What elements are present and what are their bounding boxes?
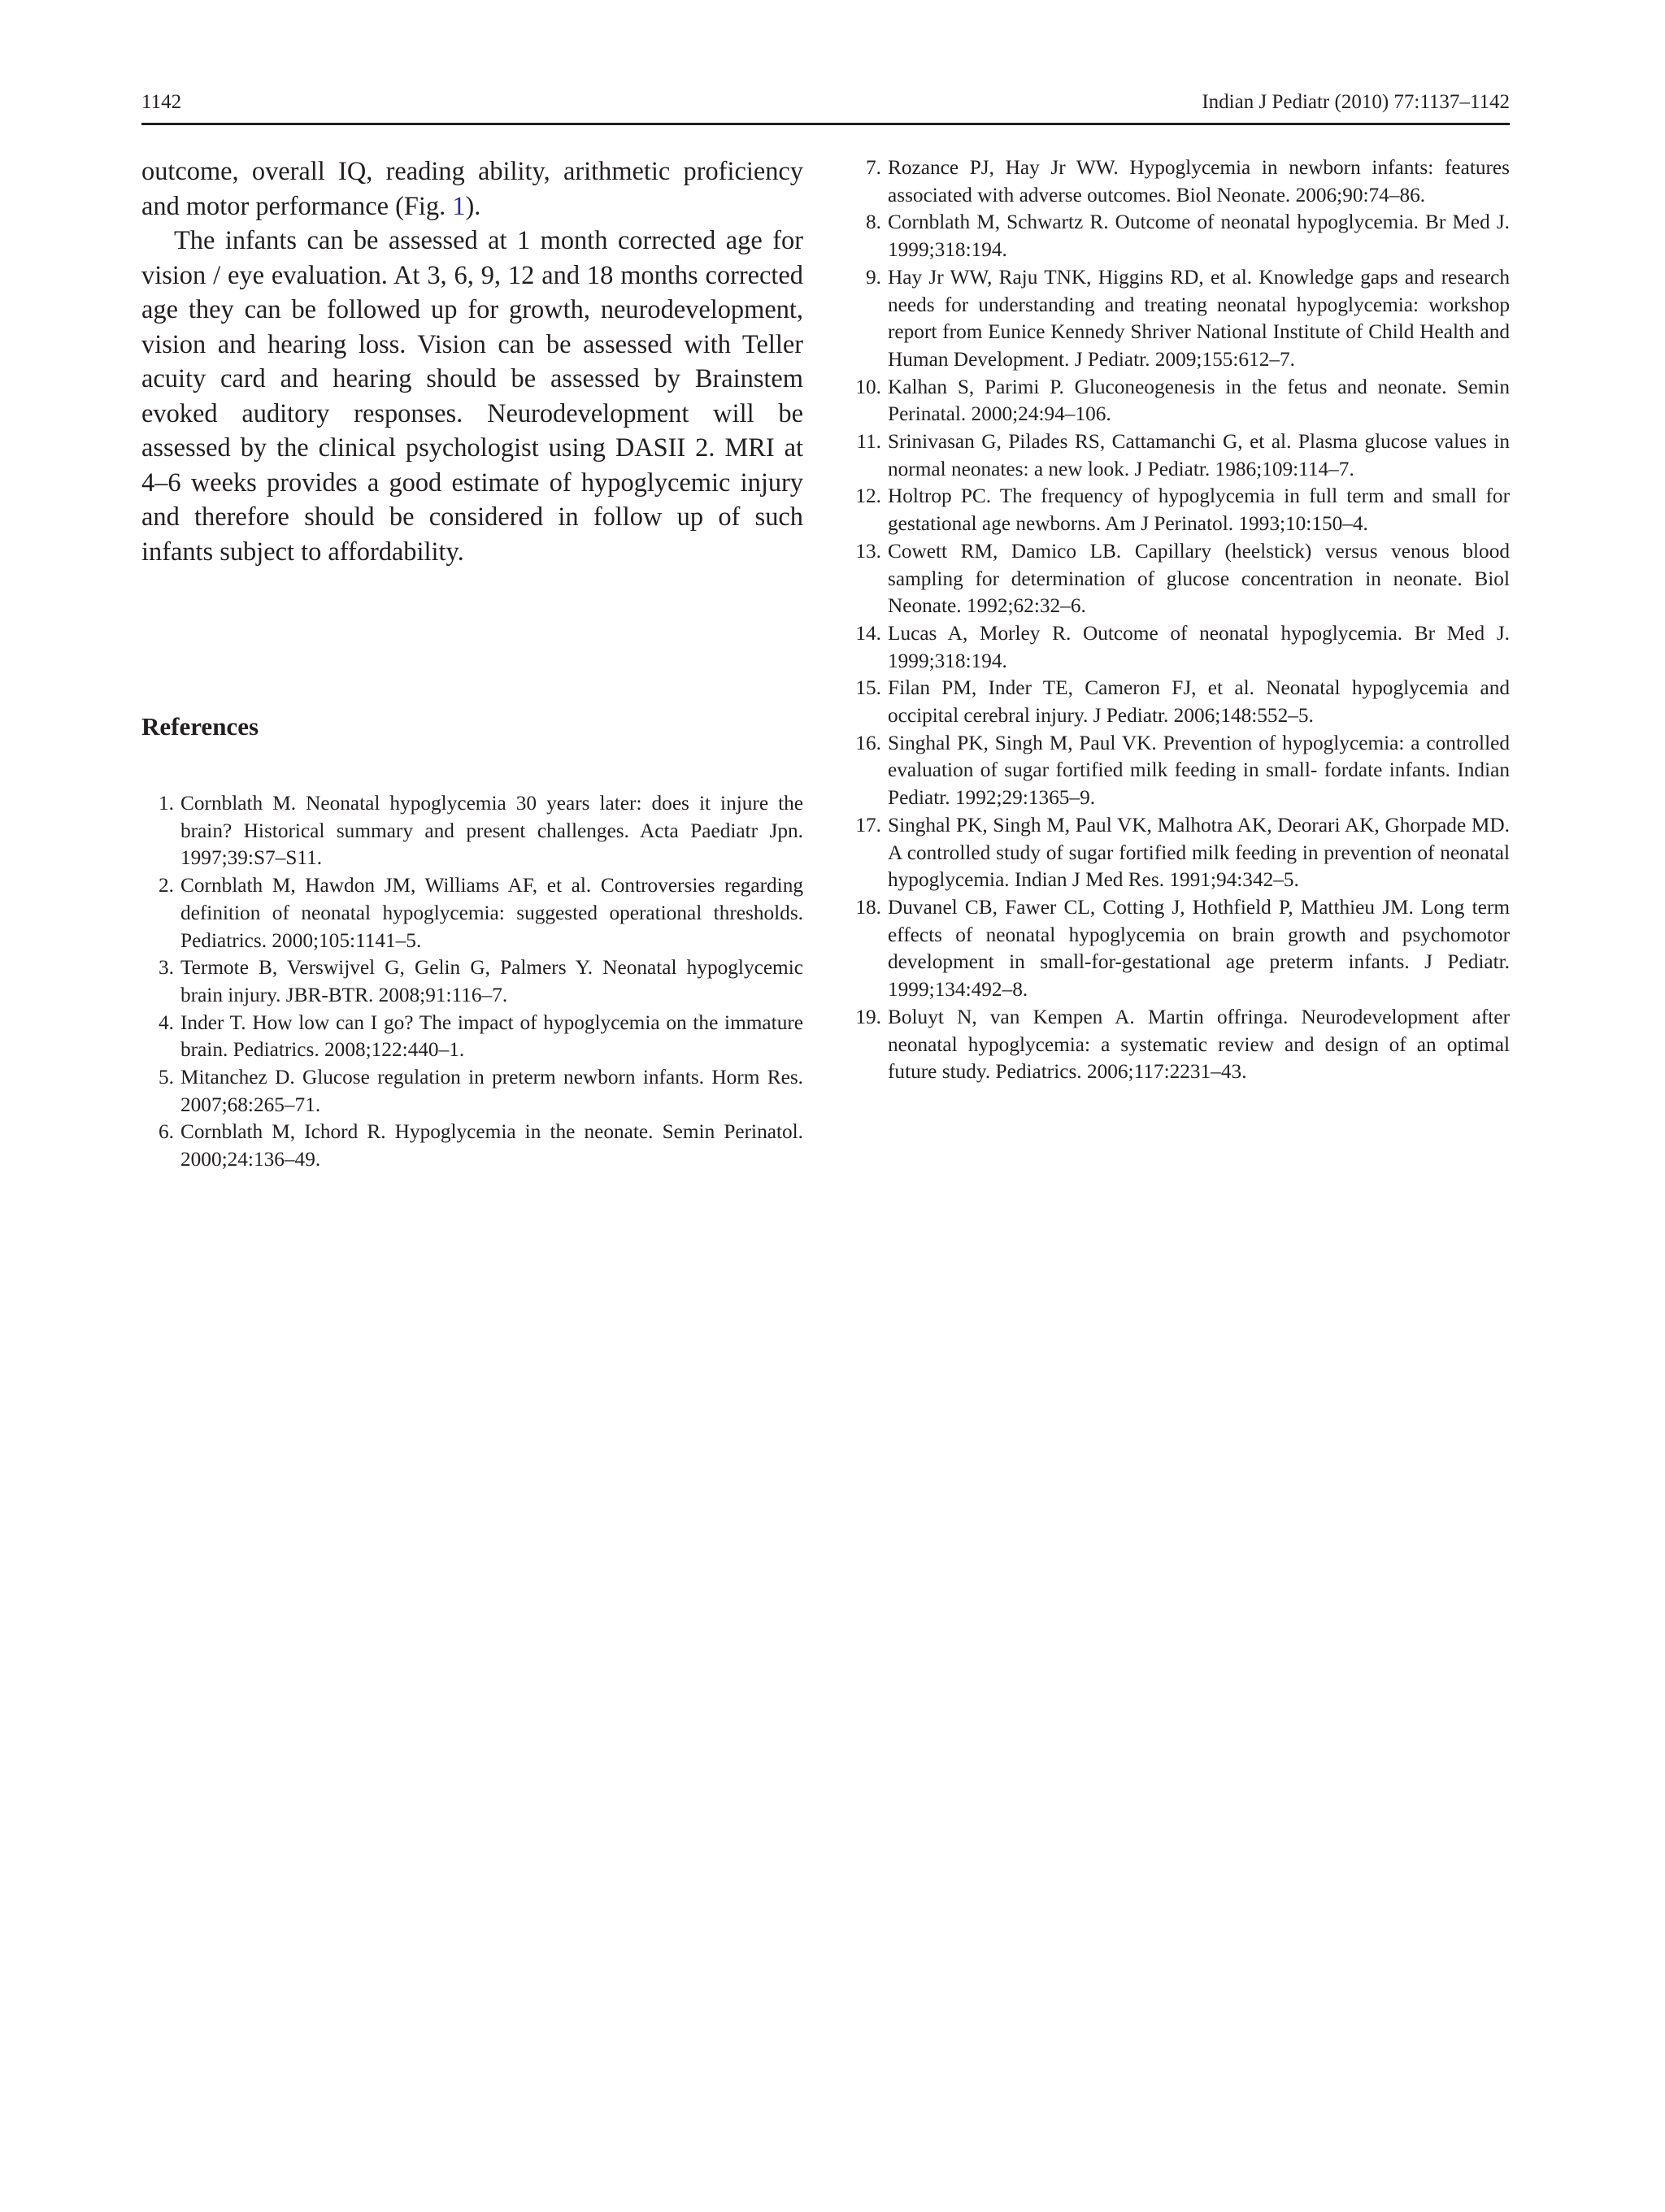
reference-item (849, 374, 1510, 428)
reference-text: Cornblath M, Hawdon JM, Williams AF, et al. Controversies regarding definition of neonatal hypoglycemia: suggested operational thresholds. Pediatrics. 2000;105:1141–5. (180, 874, 803, 952)
reference-list-left-column (141, 790, 803, 1174)
reference-item (849, 894, 1510, 1004)
reference-item (849, 538, 1510, 620)
reference-text: Duvanel CB, Fawer CL, Cotting J, Hothfield P, Matthieu JM. Long term effects of neonatal hypoglycemia on brain growth and psychomotor development in small-for-gestational age preterm infants. J Pediatr. 1999;134:492–8. (888, 895, 1510, 1002)
reference-text: Hay Jr WW, Raju TNK, Higgins RD, et al. Knowledge gaps and research needs for understanding and treating neonatal hypoglycemia: workshop report from Eunice Kennedy Shriver National Institute of Child Health and Human Development. J Pediatr. 2009;155:612–7. (888, 265, 1510, 371)
reference-number: 19. (855, 1005, 881, 1028)
body-text (141, 154, 803, 569)
reference-number: 7. (866, 156, 881, 179)
reference-text: Inder T. How low can I go? The impact of hypoglycemia on the immature brain. Pediatrics. 2008;122:440–1. (180, 1010, 803, 1062)
reference-item (849, 812, 1510, 894)
reference-number: 9. (866, 265, 881, 289)
reference-item (849, 483, 1510, 537)
reference-item (849, 675, 1510, 729)
running-head: Indian J Pediatr (2010) 77:1137–1142 (1202, 91, 1510, 113)
reference-item (849, 154, 1510, 209)
page-header (141, 88, 1510, 124)
reference-text: Holtrop PC. The frequency of hypoglycemia in full term and small for gestational age newborns. Am J Perinatol. 1993;10:150–4. (888, 485, 1510, 536)
reference-number: 4. (159, 1010, 174, 1034)
reference-number: 10. (855, 375, 881, 398)
reference-text: Cowett RM, Damico LB. Capillary (heelstick) versus venous blood sampling for determination of glucose concentration in neonate. Biol Neonate. 1992;62:32–6. (888, 539, 1510, 618)
reference-text: Lucas A, Morley R. Outcome of neonatal hypoglycemia. Br Med J. 1999;318:194. (888, 621, 1510, 672)
reference-item (141, 1064, 803, 1119)
reference-item (849, 209, 1510, 263)
reference-item (849, 730, 1510, 812)
reference-text: Filan PM, Inder TE, Cameron FJ, et al. Neonatal hypoglycemia and occipital cerebral injury. J Pediatr. 2006;148:552–5. (888, 676, 1510, 728)
reference-text: Cornblath M, Ichord R. Hypoglycemia in the neonate. Semin Perinatol. 2000;24:136–49. (180, 1120, 803, 1171)
reference-number: 2. (159, 874, 174, 897)
reference-item (849, 620, 1510, 675)
reference-item (849, 264, 1510, 374)
reference-number: 14. (855, 621, 881, 645)
reference-number: 3. (159, 956, 174, 980)
reference-list-right-column (849, 154, 1510, 1086)
reference-text: Kalhan S, Parimi P. Gluconeogenesis in the fetus and neonate. Semin Perinatal. 2000;24:94–106. (888, 375, 1510, 426)
reference-number: 6. (159, 1120, 174, 1144)
reference-item (141, 1119, 803, 1173)
reference-text: Cornblath M. Neonatal hypoglycemia 30 years later: does it injure the brain? Historical summary and present challenges. Acta Paediatr Jpn. 1997;39:S7–S11. (180, 792, 803, 870)
reference-text: Singhal PK, Singh M, Paul VK. Prevention of hypoglycemia: a controlled evaluation of sugar fortified milk feeding in small- fordate infants. Indian Pediatr. 1992;29:1365–9. (888, 731, 1510, 810)
reference-number: 12. (855, 485, 881, 508)
reference-text: Singhal PK, Singh M, Paul VK, Malhotra AK, Deorari AK, Ghorpade MD. A controlled study of sugar fortified milk feeding in prevention of neonatal hypoglycemia. Indian J Med Res. 1991;94:342–5. (888, 813, 1510, 892)
reference-number: 1. (159, 792, 174, 815)
reference-item (141, 954, 803, 1009)
reference-text: Srinivasan G, Pilades RS, Cattamanchi G, et al. Plasma glucose values in normal neonates: a new look. J Pediatr. 1986;109:114–7. (888, 430, 1510, 480)
header-rule (141, 123, 1510, 125)
references-heading: References (141, 712, 259, 741)
reference-number: 16. (855, 731, 881, 754)
reference-text: Cornblath M, Schwartz R. Outcome of neonatal hypoglycemia. Br Med J. 1999;318:194. (888, 211, 1510, 262)
reference-item (849, 1004, 1510, 1086)
reference-number: 18. (855, 895, 881, 919)
body-paragraph-1 (141, 154, 803, 224)
paragraph-1-text-end: ). (465, 191, 481, 221)
reference-number: 8. (866, 211, 881, 234)
reference-number: 17. (855, 813, 881, 837)
reference-number: 5. (159, 1066, 174, 1089)
reference-item (141, 1010, 803, 1064)
paragraph-1-text: outcome, overall IQ, reading ability, arithmetic proficiency and motor performance (Fig. (141, 157, 803, 221)
reference-item (141, 790, 803, 872)
reference-item (141, 872, 803, 954)
reference-text: Mitanchez D. Glucose regulation in preterm newborn infants. Horm Res. 2007;68:265–71. (180, 1066, 803, 1116)
body-paragraph-2: The infants can be assessed at 1 month corrected age for vision / eye evaluation. At 3, 6, 9, 12 and 18 months corrected age they can be followed up for growth, neurodevelopment, vision and hearing loss. Vision can be assessed with Teller acuity card and hearing should be assessed by Brainstem evoked auditory responses. Neurodevelopment will be assessed by the clinical psychologist using DASII 2. MRI at 4–6 weeks provides a good estimate of hypoglycemic injury and therefore should be considered in follow up of such infants subject to affordability. (141, 226, 803, 567)
reference-number: 13. (855, 539, 881, 563)
reference-number: 15. (855, 676, 881, 700)
reference-item (849, 428, 1510, 483)
reference-text: Termote B, Verswijvel G, Gelin G, Palmers Y. Neonatal hypoglycemic brain injury. JBR-BTR. 2008;91:116–7. (180, 956, 803, 1006)
reference-text: Rozance PJ, Hay Jr WW. Hypoglycemia in newborn infants: features associated with adverse outcomes. Biol Neonate. 2006;90:74–86. (888, 156, 1510, 206)
reference-number: 11. (856, 430, 881, 454)
page-number: 1142 (141, 91, 182, 113)
figure-1-link[interactable]: 1 (452, 191, 466, 221)
reference-text: Boluyt N, van Kempen A. Martin offringa. Neurodevelopment after neonatal hypoglycemia: a systematic review and design of an optimal future study. Pediatrics. 2006;117:2231–43. (888, 1005, 1510, 1084)
